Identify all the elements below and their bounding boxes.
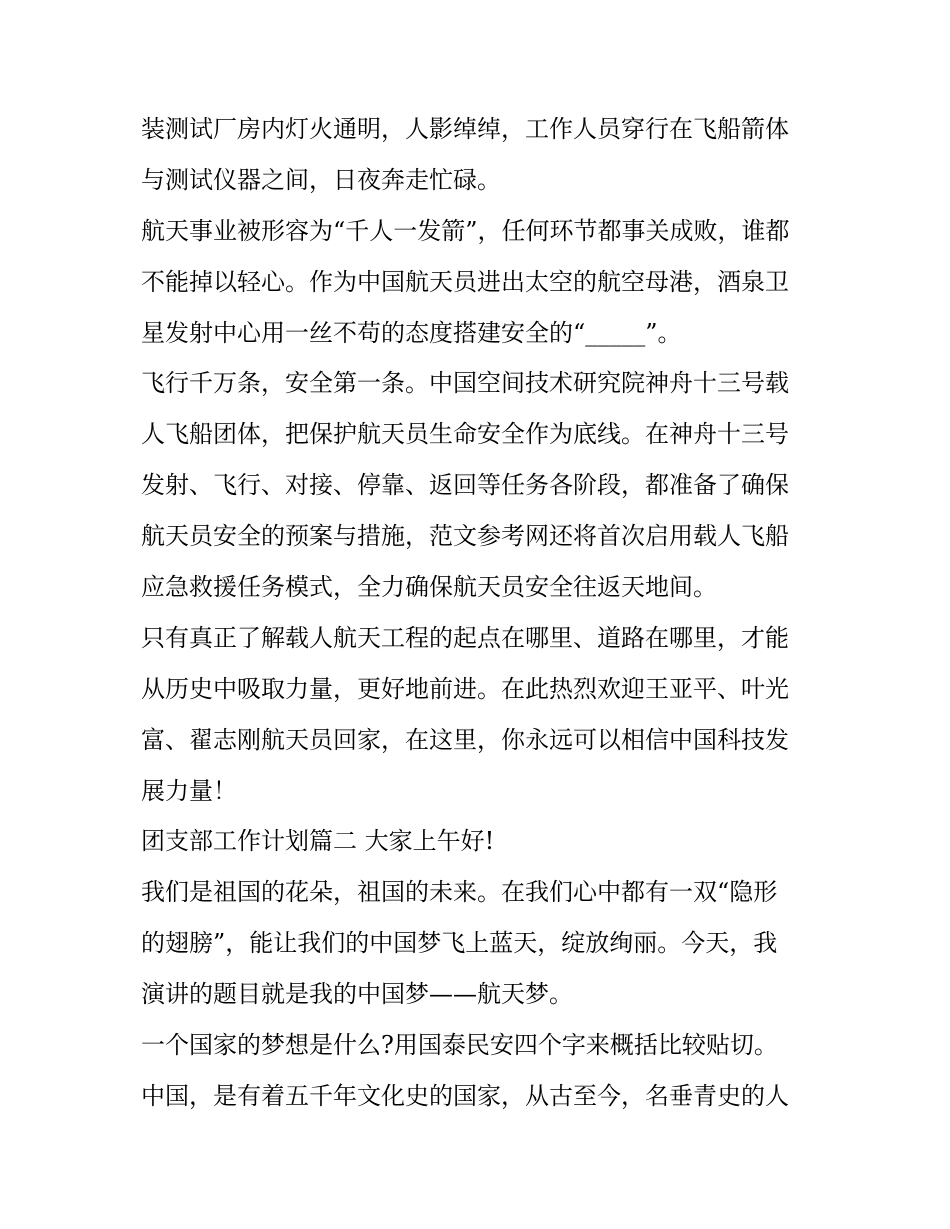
text-line-16: 我们是祖国的花朵，祖国的未来。在我们心中都有一双“隐形 — [141, 878, 778, 907]
text-line-7: 人飞船团体，把保护航天员生命安全作为底线。在神舟十三号 — [141, 420, 789, 449]
text-line-9: 航天员安全的预案与措施，范文参考网还将首次启用载人飞船 — [141, 522, 789, 551]
text-line-10: 应急救援任务模式，全力确保航天员安全往返天地间。 — [141, 573, 717, 602]
text-line-19: 一个国家的梦想是什么?用国泰民安四个字来概括比较贴切。 — [141, 1031, 778, 1060]
text-line-17: 的翅膀”，能让我们的中国梦飞上蓝天，绽放绚丽。今天，我 — [141, 929, 778, 958]
section-heading: 团支部工作计划篇二 大家上午好! — [141, 827, 495, 856]
text-line-20: 中国，是有着五千年文化史的国家，从古至今，名垂青史的人 — [141, 1081, 789, 1110]
text-line-11: 只有真正了解载人航天工程的起点在哪里、道路在哪里，才能 — [141, 623, 789, 652]
document-body — [141, 104, 821, 1122]
text-line-8: 发射、飞行、对接、停靠、返回等任务各阶段，都准备了确保 — [141, 471, 789, 500]
text-line-1: 装测试厂房内灯火通明，人影绰绰，工作人员穿行在飞船箭体 — [141, 115, 789, 143]
text-line-18: 演讲的题目就是我的中国梦——航天梦。 — [141, 980, 573, 1009]
text-line-3: 航天事业被形容为“千人一发箭”，任何环节都事关成败，谁都 — [141, 216, 790, 245]
text-line-14: 展力量！ — [141, 776, 237, 805]
text-line-5: 星发射中心用一丝不苟的态度搭建安全的“_____”。 — [141, 318, 682, 347]
text-line-6: 飞行千万条，安全第一条。中国空间技术研究院神舟十三号载 — [141, 369, 789, 398]
text-line-4: 不能掉以轻心。作为中国航天员进出太空的航空母港，酒泉卫 — [141, 267, 789, 296]
text-line-13: 富、翟志刚航天员回家，在这里，你永远可以相信中国科技发 — [141, 725, 789, 754]
text-line-12: 从历史中吸取力量，更好地前进。在此热烈欢迎王亚平、叶光 — [141, 674, 789, 703]
text-line-2: 与测试仪器之间，日夜奔走忙碌。 — [141, 165, 501, 194]
